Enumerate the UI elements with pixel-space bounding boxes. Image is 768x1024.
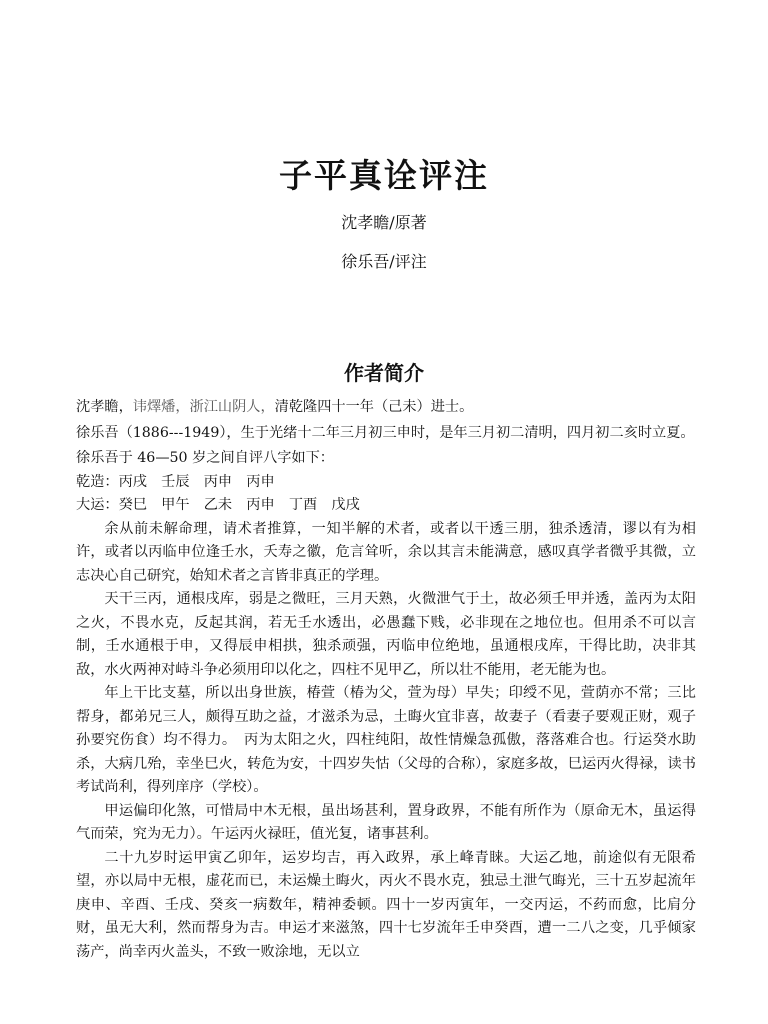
- self-eval-line: 徐乐吾于 46—50 岁之间自评八字如下：: [76, 450, 334, 466]
- shen-name: 沈孝瞻，: [76, 399, 133, 415]
- paragraph: 年上干比支墓，所以出身世族，椿萱（椿为父，萱为母）早失；印绶不见，萱荫亦不常；三比帮身，都弟兄三人，颇得互助之益，才滋杀为忌，土晦火宜非喜，故妻子（看妻子要观正财，观子孙要究伤食）均不得力。 丙为太阳之火，四柱纯阳，故性情燥急孤傲，落落难合也。行运癸水助杀，大病几殆，幸坐巳火，转危为安，十四岁失怙（父母的合称），家庭多故，巳运丙火得禄，读书考试尚利，得列庠序（学校）。: [76, 685, 696, 795]
- paragraph: 甲运偏印化煞，可惜局中木无根，虽出场甚利，置身政界，不能有所作为（原命无木，虽运得气而荣，究为无力）。午运丙火禄旺，值光复，诸事甚利。: [76, 802, 696, 842]
- paragraph: 天干三丙，通根戌库，弱是之微旺，三月天熟，火微泄气于土，故必须壬甲并透，盖丙为太阳之火，不畏水克，反起其润，若无壬水透出，必愚蠢下贱，必非现在之地位也。但用杀不可以言制，壬水通根于申，又得辰申相拱，独杀顽强，丙临申位绝地，虽通根戌库，干得比助，决非其敌，水火两神对峙斗争必须用印以化之，四柱不见甲乙，所以壮不能用，老无能为也。: [76, 591, 696, 678]
- author-line-shen: [76, 396, 696, 420]
- original-author: 沈孝瞻/原著: [341, 213, 427, 232]
- dayun-line: 大运：癸巳 甲午 乙未 丙申 丁酉 戊戌: [76, 497, 360, 513]
- annotator: 徐乐吾/评注: [341, 252, 427, 271]
- paragraph: 二十九岁时运甲寅乙卯年，运岁均吉，再入政界，承上峰青睐。大运乙地，前途似有无限希望，亦以局中无根，虚花而已，未运燥土晦火，丙火不畏水克，独忌土泄气晦光，三十五岁起流年庚申、辛酉、壬戌、癸亥一病数年，精神委顿。四十一岁丙寅年，一交丙运，不药而愈，比肩分财，虽无大利，然而帮身为吉。申运才来滋煞，四十七岁流年壬申癸酉，遭一二八之变，几乎倾家荡产，尚幸丙火盖头，不致一败涂地，无以立: [76, 849, 696, 960]
- bazi-line: 乾造：丙戌 壬辰 丙申 丙申: [76, 473, 275, 490]
- paragraph: 余从前未解命理，请术者推算，一知半解的术者，或者以干透三朋，独杀透清，谬以有为相许，或者以丙临申位逢壬水，夭寿之徽，危言耸听，余以其言未能满意，感叹真学者微乎其微，立志决心自己研究，始知术者之言皆非真正的学理。: [76, 520, 696, 584]
- shen-origin: 讳燡燔，浙江山阴人，: [132, 399, 275, 415]
- intro-body: [76, 396, 696, 964]
- author-line-xu: 徐乐吾（1886---1949），生于光绪十二年三月初三申时，是年三月初二清明，四月初二亥时立夏。: [76, 424, 695, 441]
- section-heading: 作者简介: [344, 361, 424, 385]
- shen-degree: 清乾隆四十一年（己未）进士。: [274, 399, 474, 415]
- book-title: 子平真诠评注: [279, 156, 489, 195]
